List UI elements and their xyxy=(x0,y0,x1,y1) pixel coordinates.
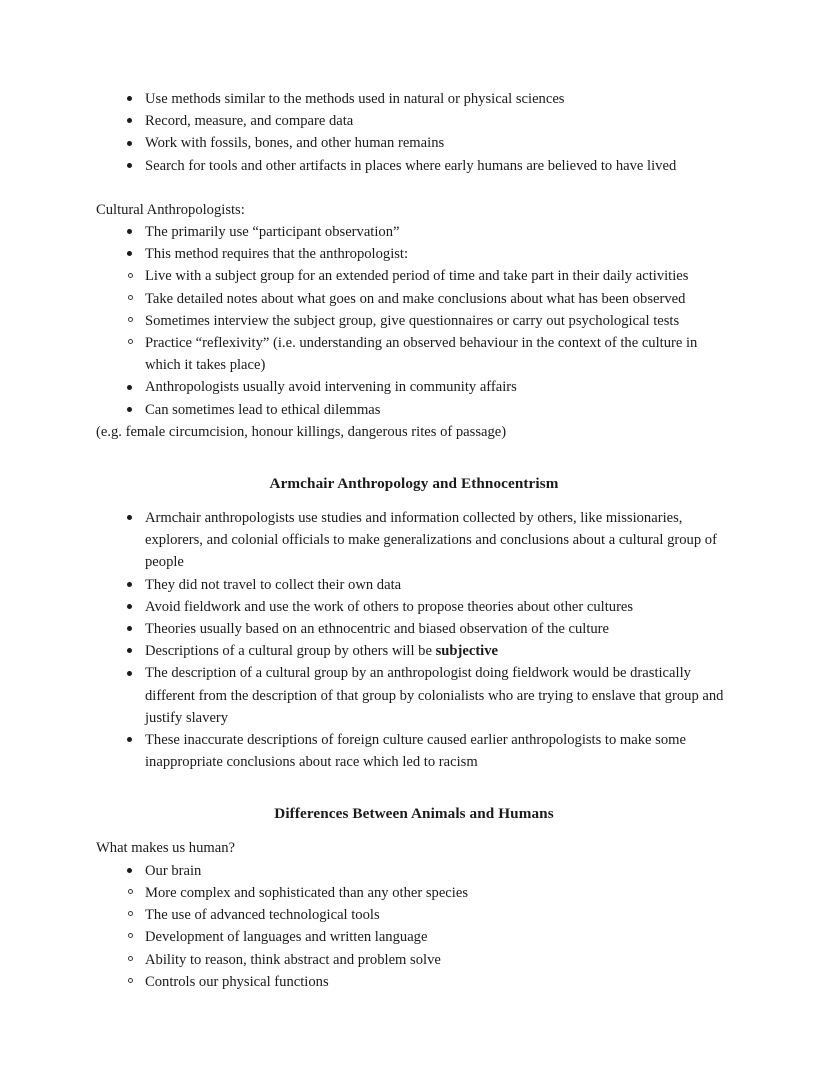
bullet-disc-icon xyxy=(123,729,135,751)
bullet-circle-icon xyxy=(124,926,136,948)
list-item xyxy=(96,618,732,640)
list-item-text: Theories usually based on an ethnocentric and biased observation of the culture xyxy=(145,621,610,638)
list-item-text: Armchair anthropologists use studies and information collected by others, like missionaries, explorers, and colonial officials to make generalizations and conclusions about a cultural group of people xyxy=(145,510,717,571)
list-item xyxy=(96,110,732,132)
list-item-text xyxy=(145,640,732,662)
list-brain-traits xyxy=(96,882,732,993)
list-item-text: Our brain xyxy=(145,862,202,879)
list-item xyxy=(96,729,732,773)
list-item xyxy=(96,155,732,177)
list-item xyxy=(96,265,732,287)
spacer xyxy=(96,825,732,837)
list-item-text: More complex and sophisticated than any other species xyxy=(145,884,468,901)
bullet-disc-icon xyxy=(123,640,135,662)
bullet-circle-icon xyxy=(124,971,136,993)
list-item-text: This method requires that the anthropologist: xyxy=(145,246,409,263)
list-item-text: Record, measure, and compare data xyxy=(145,113,354,130)
list-item xyxy=(96,399,732,421)
list-item-text: Ability to reason, think abstract and problem solve xyxy=(145,951,441,968)
bullet-disc-icon xyxy=(123,507,135,529)
list-item xyxy=(96,640,732,662)
list-item-text: Use methods similar to the methods used in natural or physical sciences xyxy=(145,91,565,107)
list-cultural-anthropologist-points-b xyxy=(96,376,732,420)
spacer xyxy=(96,443,732,473)
bullet-circle-icon xyxy=(124,310,136,332)
document-body xyxy=(96,88,732,993)
list-item-text: Work with fossils, bones, and other human remains xyxy=(145,135,445,152)
bullet-disc-icon xyxy=(123,243,135,265)
list-item xyxy=(96,949,732,971)
list-item-text: Avoid fieldwork and use the work of others to propose theories about other cultures xyxy=(145,598,634,615)
list-item xyxy=(96,574,732,596)
list-item xyxy=(96,288,732,310)
list-item xyxy=(96,332,732,376)
list-item-text: Anthropologists usually avoid intervening in community affairs xyxy=(145,379,517,396)
list-item-text: Take detailed notes about what goes on and make conclusions about what has been observed xyxy=(145,290,686,307)
list-item-text: The use of advanced technological tools xyxy=(145,907,380,924)
list-item-text: Practice “reflexivity” (i.e. understanding an observed behaviour in the context of the culture in which it takes place) xyxy=(145,335,698,374)
bullet-disc-icon xyxy=(123,662,135,684)
list-our-brain xyxy=(96,860,732,882)
bullet-circle-icon xyxy=(124,332,136,354)
bullet-disc-icon xyxy=(123,574,135,596)
bullet-circle-icon xyxy=(124,288,136,310)
list-item-text: Live with a subject group for an extended period of time and take part in their daily activities xyxy=(145,268,689,285)
bullet-disc-icon xyxy=(123,88,135,110)
list-item xyxy=(96,376,732,398)
list-item xyxy=(96,310,732,332)
list-item-text: Development of languages and written language xyxy=(145,929,428,946)
list-item xyxy=(96,860,732,882)
bullet-disc-icon xyxy=(123,132,135,154)
bullet-circle-icon xyxy=(124,949,136,971)
list-item xyxy=(96,662,732,729)
list-item xyxy=(96,507,732,574)
list-item xyxy=(96,88,732,110)
paragraph-ethical-dilemmas-examples: (e.g. female circumcision, honour killings, dangerous rites of passage) xyxy=(96,423,507,440)
heading-armchair-anthropology: Armchair Anthropology and Ethnocentrism xyxy=(269,475,559,493)
list-item-text-plain: Descriptions of a cultural group by others will be xyxy=(145,643,436,660)
bullet-circle-icon xyxy=(124,904,136,926)
list-item-text: Controls our physical functions xyxy=(145,973,329,990)
list-item-text-emphasis: subjective xyxy=(435,643,499,660)
list-item xyxy=(96,596,732,618)
list-item xyxy=(96,243,732,265)
list-cultural-anthropologist-points-a xyxy=(96,221,732,265)
heading-differences-animals-humans: Differences Between Animals and Humans xyxy=(274,805,554,823)
list-physical-anthropologist-methods xyxy=(96,88,732,177)
bullet-circle-icon xyxy=(124,882,136,904)
bullet-disc-icon xyxy=(123,110,135,132)
spacer xyxy=(96,773,732,803)
list-item-text: Sometimes interview the subject group, give questionnaires or carry out psychological tests xyxy=(145,312,680,329)
list-item-text: They did not travel to collect their own data xyxy=(145,576,402,593)
list-item xyxy=(96,132,732,154)
list-item xyxy=(96,971,732,993)
bullet-disc-icon xyxy=(123,155,135,177)
list-item xyxy=(96,882,732,904)
list-item xyxy=(96,904,732,926)
list-armchair-points xyxy=(96,507,732,773)
list-method-requirements xyxy=(96,265,732,376)
bullet-disc-icon xyxy=(123,221,135,243)
bullet-disc-icon xyxy=(123,860,135,882)
list-item-text: These inaccurate descriptions of foreign culture caused earlier anthropologists to make some inappropriate conclusions about race which led to racism xyxy=(145,732,686,771)
list-item-text: The description of a cultural group by an anthropologist doing fieldwork would be drastically different from the description of that group by colonialists who are trying to enslave that group and justify slavery xyxy=(145,665,724,726)
list-item-text: Can sometimes lead to ethical dilemmas xyxy=(145,401,381,418)
list-item-text: The primarily use “participant observation” xyxy=(145,224,400,241)
list-item xyxy=(96,221,732,243)
paragraph-cultural-anthropologists: Cultural Anthropologists: xyxy=(96,201,245,218)
spacer xyxy=(96,177,732,199)
bullet-disc-icon xyxy=(123,399,135,421)
spacer xyxy=(96,495,732,507)
bullet-disc-icon xyxy=(123,618,135,640)
bullet-circle-icon xyxy=(124,265,136,287)
bullet-disc-icon xyxy=(123,376,135,398)
bullet-disc-icon xyxy=(123,596,135,618)
list-item-text: Search for tools and other artifacts in places where early humans are believed to have lived xyxy=(145,157,677,174)
list-item xyxy=(96,926,732,948)
paragraph-what-makes-us-human: What makes us human? xyxy=(96,840,236,857)
